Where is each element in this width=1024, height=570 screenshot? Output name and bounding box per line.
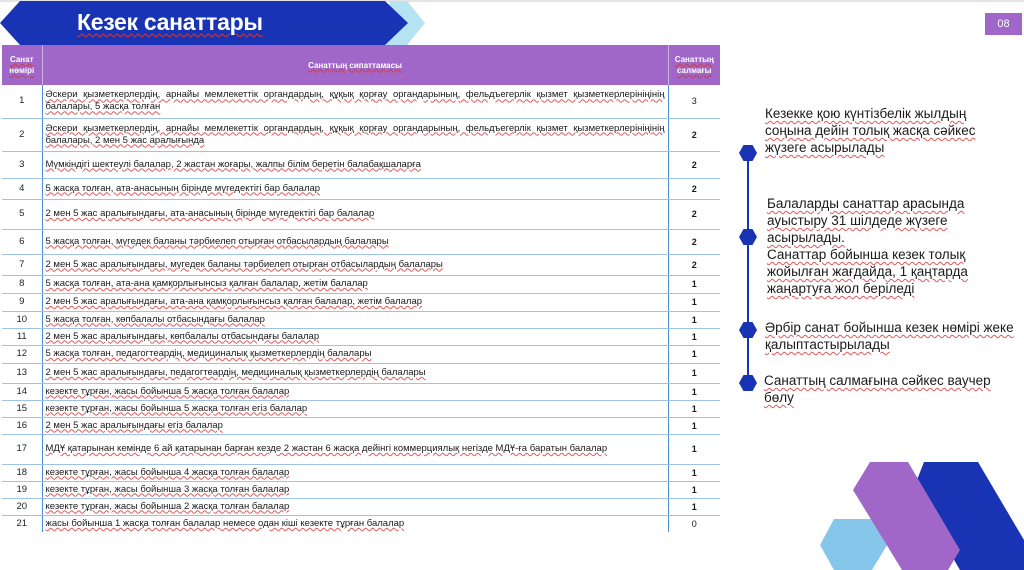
- category-description-cell: [42, 464, 668, 481]
- timeline-marker-hexagon-icon: [739, 322, 757, 338]
- table-row: [2, 229, 720, 254]
- category-weight: 1: [668, 400, 720, 417]
- timeline-item: Әрбір санат бойынша кезек нөмірі жеке қалыптастырылады: [765, 320, 1014, 352]
- category-number: 5: [2, 199, 42, 229]
- table-row: [2, 345, 720, 363]
- page-title: Кезек санаттары: [77, 9, 263, 35]
- category-description: кезекте тұрған, жасы бойынша 5 жасқа толған балалар: [45, 385, 290, 397]
- categories-table-container: [2, 45, 720, 532]
- category-weight: 1: [668, 417, 720, 434]
- category-weight: 0: [668, 515, 720, 532]
- table-row: [2, 481, 720, 498]
- category-description: 2 мен 5 жас аралығындағы, мүгедек баланы тәрбиелеп отырған отбасылардың балалары: [45, 258, 443, 270]
- table-row: [2, 400, 720, 417]
- category-description: кезекте тұрған, жасы бойынша 4 жасқа толған балалар: [45, 466, 290, 478]
- table-header-row: [2, 45, 720, 85]
- category-description: Әскери қызметкерлердің, арнайы мемлекеттік органдардың, құқық қорғау органдарының, фельдъегерлік қызмет қызметкерлерініңінің балалары, 2 мен 5 жас аралығында: [45, 122, 665, 146]
- category-number: 9: [2, 293, 42, 311]
- category-description-cell: [42, 498, 668, 515]
- category-number: 16: [2, 417, 42, 434]
- category-description: 5 жасқа толған, ата-ана қамқорлығынсыз қалған балалар, жетім балалар: [45, 278, 368, 289]
- category-description-cell: [42, 345, 668, 363]
- table-row: [2, 434, 720, 464]
- table-row: [2, 178, 720, 199]
- category-description: кезекте тұрған, жасы бойынша 5 жасқа толған егіз балалар: [45, 402, 308, 414]
- category-description: 2 мен 5 жас аралығындағы, ата-анасының бірінде мүгедектігі бар балалар: [45, 208, 375, 219]
- category-number: 19: [2, 481, 42, 498]
- category-number: 4: [2, 178, 42, 199]
- category-weight: 1: [668, 311, 720, 328]
- timeline-line: [747, 152, 749, 384]
- category-description-cell: [42, 118, 668, 151]
- table-row: [2, 328, 720, 345]
- category-weight: 2: [668, 178, 720, 199]
- category-description: 5 жасқа толған, ата-анасының бірінде мүгедектігі бар балалар: [45, 182, 321, 194]
- category-description: кезекте тұрған, жасы бойынша 3 жасқа толған балалар: [45, 483, 290, 495]
- category-description-cell: [42, 383, 668, 400]
- category-description: 5 жасқа толған, мүгедек баланы тәрбиелеп отырған отбасылардың балалары: [45, 235, 389, 247]
- category-description: Әскери қызметкерлердің, арнайы мемлекеттік органдардың, құқық қорғау органдарының, фельдъегерлік қызмет қызметкерлерініңінің балалары, 5 жасқа толған: [45, 89, 665, 113]
- category-weight: 1: [668, 481, 720, 498]
- table-row: [2, 199, 720, 229]
- table-row: [2, 515, 720, 532]
- category-number: 17: [2, 434, 42, 464]
- category-number: 8: [2, 275, 42, 293]
- category-description-cell: [42, 151, 668, 178]
- category-number: 6: [2, 229, 42, 254]
- table-row: [2, 254, 720, 275]
- category-weight: 1: [668, 328, 720, 345]
- timeline-marker-hexagon-icon: [739, 375, 757, 391]
- category-description: 2 мен 5 жас аралығындағы, көпбалалы отбасындағы балалар: [45, 330, 320, 342]
- category-number: 2: [2, 118, 42, 151]
- category-number: 10: [2, 311, 42, 328]
- table-row: [2, 85, 720, 118]
- category-description: 2 мен 5 жас аралығындағы егіз балалар: [45, 419, 223, 431]
- category-description-cell: [42, 229, 668, 254]
- category-description: 5 жасқа толған, көпбалалы отбасындағы балалар: [45, 313, 265, 325]
- category-description: 2 мен 5 жас аралығындағы, педагогтеардің, медициналық қызметкерлердің балалары: [45, 367, 426, 378]
- timeline-item: Кезекке қою күнтізбелік жылдың соңына дейін толық жасқа сәйкес жүзеге асырылады: [765, 106, 976, 155]
- category-number: 3: [2, 151, 42, 178]
- category-number: 13: [2, 363, 42, 383]
- category-weight: 3: [668, 85, 720, 118]
- category-description: жасы бойынша 1 жасқа толған балалар немесе одан кіші кезекте тұрған балалар: [45, 517, 405, 529]
- category-description: кезекте тұрған, жасы бойынша 2 жасқа толған балалар: [45, 500, 290, 512]
- category-description-cell: [42, 199, 668, 229]
- table-row: [2, 151, 720, 178]
- table-row: [2, 498, 720, 515]
- column-header-number: Санат нөмірі: [2, 45, 42, 85]
- category-description-cell: [42, 178, 668, 199]
- category-weight: 1: [668, 293, 720, 311]
- decorative-hexagons: [820, 420, 1024, 570]
- column-header-description: Санаттың сипаттамасы: [42, 45, 668, 85]
- category-weight: 2: [668, 118, 720, 151]
- category-description-cell: [42, 275, 668, 293]
- table-row: [2, 275, 720, 293]
- category-weight: 2: [668, 254, 720, 275]
- table-row: [2, 118, 720, 151]
- category-description-cell: [42, 254, 668, 275]
- category-description-cell: [42, 328, 668, 345]
- timeline-item: Балаларды санаттар арасында ауыстыру 31 шілдеде жүзеге асырылады. Санаттар бойынша кезек толық жойылған жағдайда, 1 қаңтарда жаңартуға жол беріледі: [767, 196, 968, 296]
- category-weight: 1: [668, 345, 720, 363]
- category-description-cell: [42, 85, 668, 118]
- category-description-cell: [42, 400, 668, 417]
- category-description-cell: [42, 311, 668, 328]
- category-weight: 1: [668, 363, 720, 383]
- category-description-cell: [42, 481, 668, 498]
- page-number-badge: 08: [985, 13, 1022, 35]
- table-row: [2, 417, 720, 434]
- table-row: [2, 293, 720, 311]
- category-description: 5 жасқа толған, педагогтеардің, медициналық қызметкерлердің балалары: [45, 348, 372, 359]
- category-description-cell: [42, 515, 668, 532]
- category-number: 7: [2, 254, 42, 275]
- categories-table: [2, 45, 720, 532]
- category-description: МДҰ қатарынан кемінде 6 ай қатарынан барған кезде 2 жастан 6 жасқа дейінгі коммерциялық негізде МДҰ-ға баратын балалар: [45, 443, 608, 454]
- timeline-item: Санаттың салмағына сәйкес ваучер бөлу: [764, 373, 991, 405]
- timeline: [737, 100, 1024, 420]
- table-row: [2, 311, 720, 328]
- column-header-weight: Санаттың салмағы: [668, 45, 720, 85]
- table-row: [2, 464, 720, 481]
- table-row: [2, 363, 720, 383]
- category-weight: 1: [668, 383, 720, 400]
- category-weight: 1: [668, 464, 720, 481]
- category-number: 1: [2, 85, 42, 118]
- category-number: 18: [2, 464, 42, 481]
- category-description: Мүмкіндігі шектеулі балалар, 2 жастан жоғары, жалпы білім беретін балабақшаларға: [45, 158, 421, 170]
- category-description-cell: [42, 363, 668, 383]
- table-row: [2, 383, 720, 400]
- category-weight: 2: [668, 199, 720, 229]
- category-weight: 1: [668, 498, 720, 515]
- table-body: [2, 85, 720, 532]
- title-banner: [0, 1, 425, 45]
- category-description-cell: [42, 293, 668, 311]
- category-weight: 1: [668, 434, 720, 464]
- category-number: 21: [2, 515, 42, 532]
- category-number: 15: [2, 400, 42, 417]
- timeline-marker-hexagon-icon: [739, 145, 757, 161]
- category-description-cell: [42, 417, 668, 434]
- timeline-marker-hexagon-icon: [739, 229, 757, 245]
- category-number: 14: [2, 383, 42, 400]
- category-description: 2 мен 5 жас аралығындағы, ата-ана қамқорлығынсыз қалған балалар, жетім балалар: [45, 296, 423, 307]
- category-weight: 1: [668, 275, 720, 293]
- category-description-cell: [42, 434, 668, 464]
- category-weight: 2: [668, 151, 720, 178]
- category-number: 12: [2, 345, 42, 363]
- category-weight: 2: [668, 229, 720, 254]
- category-number: 20: [2, 498, 42, 515]
- category-number: 11: [2, 328, 42, 345]
